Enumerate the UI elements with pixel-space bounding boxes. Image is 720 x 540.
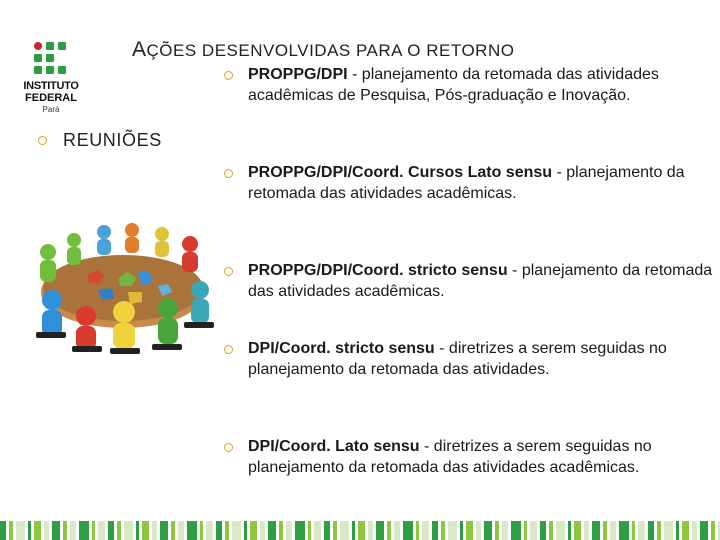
item-text: - planejamento da retomada das atividades acadêmicas de Pesquisa, Pós-graduação e Inovação.: [248, 66, 659, 104]
title-rest: ÇÕES DESENVOLVIDAS PARA O RETORNO: [146, 41, 515, 60]
item-text: - planejamento da retomada das atividades acadêmicas.: [248, 262, 713, 300]
band-stripe: [352, 521, 355, 540]
band-stripe: [136, 521, 139, 540]
band-stripe: [476, 521, 481, 540]
band-stripe: [117, 521, 121, 540]
bottom-decorative-band: [0, 521, 720, 540]
item-bold: DPI/Coord. Lato sensu: [248, 438, 420, 455]
band-stripe: [592, 521, 600, 540]
band-stripe: [574, 521, 581, 540]
band-stripe: [34, 521, 41, 540]
band-stripe: [250, 521, 257, 540]
band-stripe: [657, 521, 661, 540]
band-stripe: [44, 521, 49, 540]
list-item: [224, 162, 714, 204]
band-stripe: [232, 521, 241, 540]
list-item: [224, 338, 714, 380]
band-stripe: [98, 521, 105, 540]
band-stripe: [142, 521, 149, 540]
band-stripe: [619, 521, 629, 540]
band-stripe: [92, 521, 95, 540]
band-stripe: [9, 521, 13, 540]
item-text: - planejamento da retomada das atividades acadêmicas.: [248, 164, 685, 202]
band-stripe: [225, 521, 229, 540]
band-stripe: [200, 521, 203, 540]
band-stripe: [79, 521, 89, 540]
band-stripe: [448, 521, 457, 540]
band-stripe: [432, 521, 438, 540]
band-stripe: [376, 521, 384, 540]
band-stripe: [308, 521, 311, 540]
band-stripe: [295, 521, 305, 540]
band-stripe: [206, 521, 213, 540]
band-stripe: [286, 521, 292, 540]
item-bold: PROPPG/DPI: [248, 66, 348, 83]
band-stripe: [511, 521, 521, 540]
band-stripe: [495, 521, 499, 540]
band-stripe: [484, 521, 492, 540]
band-stripe: [171, 521, 175, 540]
band-stripe: [603, 521, 607, 540]
left-bullet: [38, 130, 162, 151]
item-text: - diretrizes a serem seguidas no planejamento da retomada das atividades.: [248, 340, 667, 378]
band-stripe: [664, 521, 673, 540]
band-stripe: [108, 521, 114, 540]
band-stripe: [340, 521, 349, 540]
slide-title: [132, 38, 514, 62]
band-stripe: [711, 521, 715, 540]
band-stripe: [187, 521, 197, 540]
band-stripe: [524, 521, 527, 540]
item-bold: PROPPG/DPI/Coord. stricto sensu: [248, 262, 508, 279]
title-first-letter: A: [132, 38, 147, 61]
list-item: [224, 64, 714, 106]
left-bullet-label: REUNIÕES: [63, 130, 162, 150]
band-stripe: [416, 521, 419, 540]
band-stripe: [610, 521, 616, 540]
band-stripe: [0, 521, 6, 540]
logo-grid-icon: [34, 42, 68, 76]
band-stripe: [260, 521, 265, 540]
circle-bullet-icon: [38, 136, 47, 145]
ifpa-logo: [18, 42, 84, 118]
band-stripe: [368, 521, 373, 540]
band-stripe: [466, 521, 473, 540]
band-stripe: [333, 521, 337, 540]
list-item: [224, 260, 714, 302]
band-stripe: [700, 521, 708, 540]
item-bold: DPI/Coord. stricto sensu: [248, 340, 435, 357]
band-stripe: [584, 521, 589, 540]
band-stripe: [648, 521, 654, 540]
band-stripe: [441, 521, 445, 540]
band-stripe: [632, 521, 635, 540]
band-stripe: [549, 521, 553, 540]
band-stripe: [63, 521, 67, 540]
band-stripe: [540, 521, 546, 540]
list-item: [224, 436, 714, 478]
band-stripe: [160, 521, 168, 540]
circle-bullet-icon: [224, 71, 233, 80]
logo-text-federal: FEDERAL: [25, 92, 77, 104]
band-stripe: [279, 521, 283, 540]
band-stripe: [676, 521, 679, 540]
band-stripe: [692, 521, 697, 540]
band-stripe: [556, 521, 565, 540]
band-stripe: [244, 521, 247, 540]
band-stripe: [52, 521, 60, 540]
band-stripe: [403, 521, 413, 540]
band-stripe: [502, 521, 508, 540]
item-text: - diretrizes a serem seguidas no planejamento da retomada das atividades acadêmicas.: [248, 438, 652, 476]
band-stripe: [216, 521, 222, 540]
circle-bullet-icon: [224, 267, 233, 276]
band-stripe: [638, 521, 645, 540]
meeting-illustration: [28, 212, 218, 360]
logo-text-instituto: INSTITUTO: [23, 80, 79, 92]
band-stripe: [124, 521, 133, 540]
band-stripe: [530, 521, 537, 540]
logo-text-campus: Pará: [42, 105, 60, 114]
circle-bullet-icon: [224, 345, 233, 354]
band-stripe: [152, 521, 157, 540]
band-stripe: [16, 521, 25, 540]
band-stripe: [358, 521, 365, 540]
band-stripe: [682, 521, 689, 540]
band-stripe: [268, 521, 276, 540]
band-stripe: [422, 521, 429, 540]
circle-bullet-icon: [224, 443, 233, 452]
band-stripe: [324, 521, 330, 540]
band-stripe: [70, 521, 76, 540]
band-stripe: [568, 521, 571, 540]
band-stripe: [28, 521, 31, 540]
band-stripe: [314, 521, 321, 540]
item-bold: PROPPG/DPI/Coord. Cursos Lato sensu: [248, 164, 553, 181]
circle-bullet-icon: [224, 169, 233, 178]
band-stripe: [460, 521, 463, 540]
band-stripe: [178, 521, 184, 540]
band-stripe: [387, 521, 391, 540]
band-stripe: [394, 521, 400, 540]
